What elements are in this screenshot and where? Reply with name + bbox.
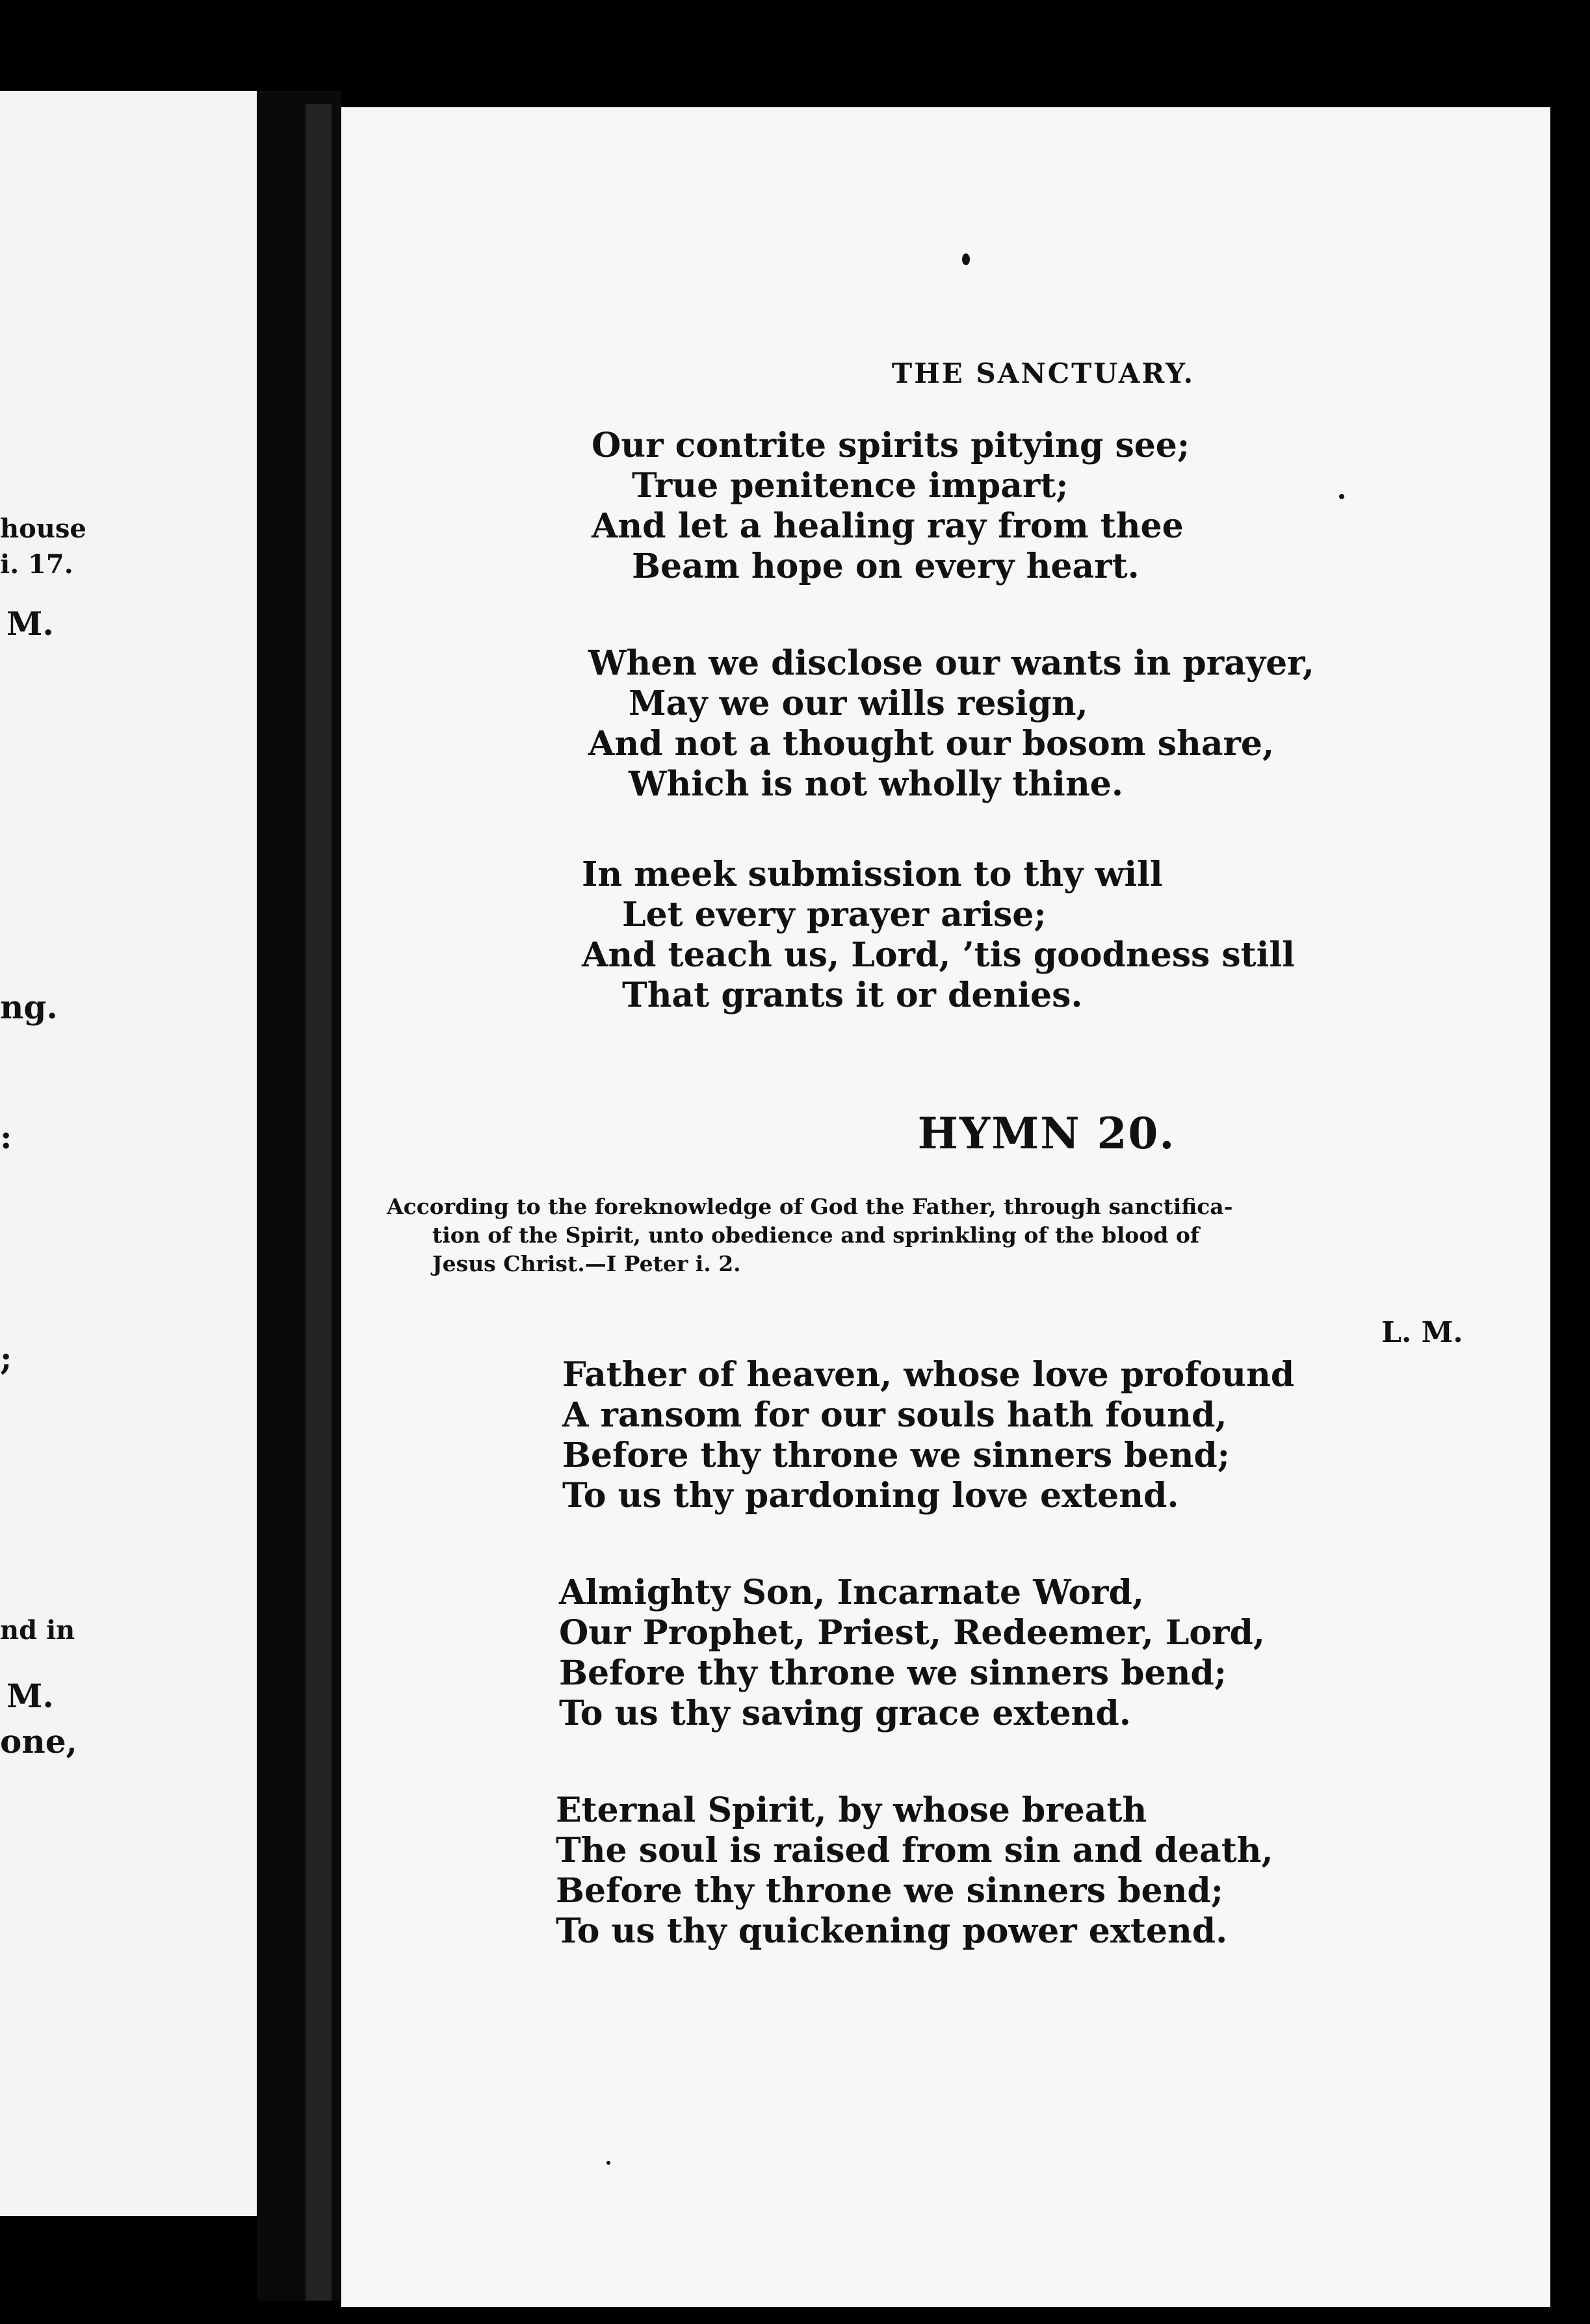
verse-line: And not a thought our bosom share,	[588, 724, 1275, 764]
verse-line: And teach us, Lord, ’tis goodness still	[582, 935, 1295, 975]
stanza	[582, 855, 1295, 1016]
epigraph-line: According to the foreknowledge of God the Father, through sanctifica-	[387, 1194, 1233, 1219]
left-fragment: house	[0, 513, 86, 544]
spine-shadow	[306, 104, 332, 2301]
hymn-stanza	[559, 1573, 1265, 1734]
hymn-stanza	[562, 1355, 1294, 1516]
verse-line: May we our wills resign,	[629, 684, 1088, 723]
main-page	[341, 107, 1550, 2307]
stanza	[592, 426, 1190, 587]
hymn-epigraph	[387, 1193, 1407, 1278]
left-fragment: ;	[0, 1339, 12, 1377]
left-fragment: M.	[7, 604, 54, 643]
scan-border	[1550, 143, 1590, 2324]
verse-line: A ransom for our souls hath found,	[562, 1395, 1227, 1435]
left-fragment: one,	[0, 1722, 77, 1761]
ink-speck	[606, 2161, 610, 2165]
verse-line: The soul is raised from sin and death,	[556, 1831, 1273, 1870]
verse-line: To us thy pardoning love extend.	[562, 1476, 1179, 1516]
verse-line: That grants it or denies.	[622, 975, 1083, 1015]
ink-speck	[1339, 494, 1344, 499]
meter-label: L. M.	[1381, 1316, 1463, 1349]
verse-line: Almighty Son, Incarnate Word,	[559, 1573, 1144, 1612]
epigraph-line: Jesus Christ.—I Peter i. 2.	[432, 1251, 741, 1276]
hymn-title: HYMN 20.	[917, 1108, 1176, 1159]
verse-line: To us thy quickening power extend.	[556, 1911, 1228, 1951]
left-fragment: ng.	[0, 988, 58, 1026]
previous-page-fragment	[0, 91, 257, 2216]
verse-line: Before thy throne we sinners bend;	[562, 1436, 1230, 1475]
verse-line: Before thy throne we sinners bend;	[559, 1653, 1227, 1693]
left-fragment: nd in	[0, 1615, 75, 1646]
verse-line: Beam hope on every heart.	[632, 547, 1140, 586]
verse-line: Eternal Spirit, by whose breath	[556, 1790, 1147, 1830]
verse-line: Let every prayer arise;	[622, 895, 1047, 935]
verse-line: To us thy saving grace extend.	[559, 1694, 1131, 1733]
stanza	[588, 643, 1314, 805]
verse-line: Our Prophet, Priest, Redeemer, Lord,	[559, 1613, 1265, 1653]
verse-line: Our contrite spirits pitying see;	[592, 426, 1190, 465]
verse-line: And let a healing ray from thee	[592, 506, 1184, 546]
epigraph-line: tion of the Spirit, unto obedience and sprinkling of the blood of	[432, 1222, 1200, 1248]
left-fragment: :	[0, 1118, 12, 1156]
ink-speck	[962, 253, 970, 265]
verse-line: True penitence impart;	[632, 466, 1069, 506]
left-fragment: M.	[7, 1677, 54, 1715]
verse-line: In meek submission to thy will	[582, 855, 1163, 894]
verse-line: Which is not wholly thine.	[629, 764, 1123, 804]
running-head: THE SANCTUARY.	[891, 357, 1195, 389]
verse-line: Father of heaven, whose love profound	[562, 1355, 1295, 1395]
left-fragment: i. 17.	[0, 549, 73, 580]
verse-line: When we disclose our wants in prayer,	[588, 643, 1314, 683]
hymn-stanza	[556, 1790, 1273, 1952]
verse-line: Before thy throne we sinners bend;	[556, 1871, 1223, 1911]
